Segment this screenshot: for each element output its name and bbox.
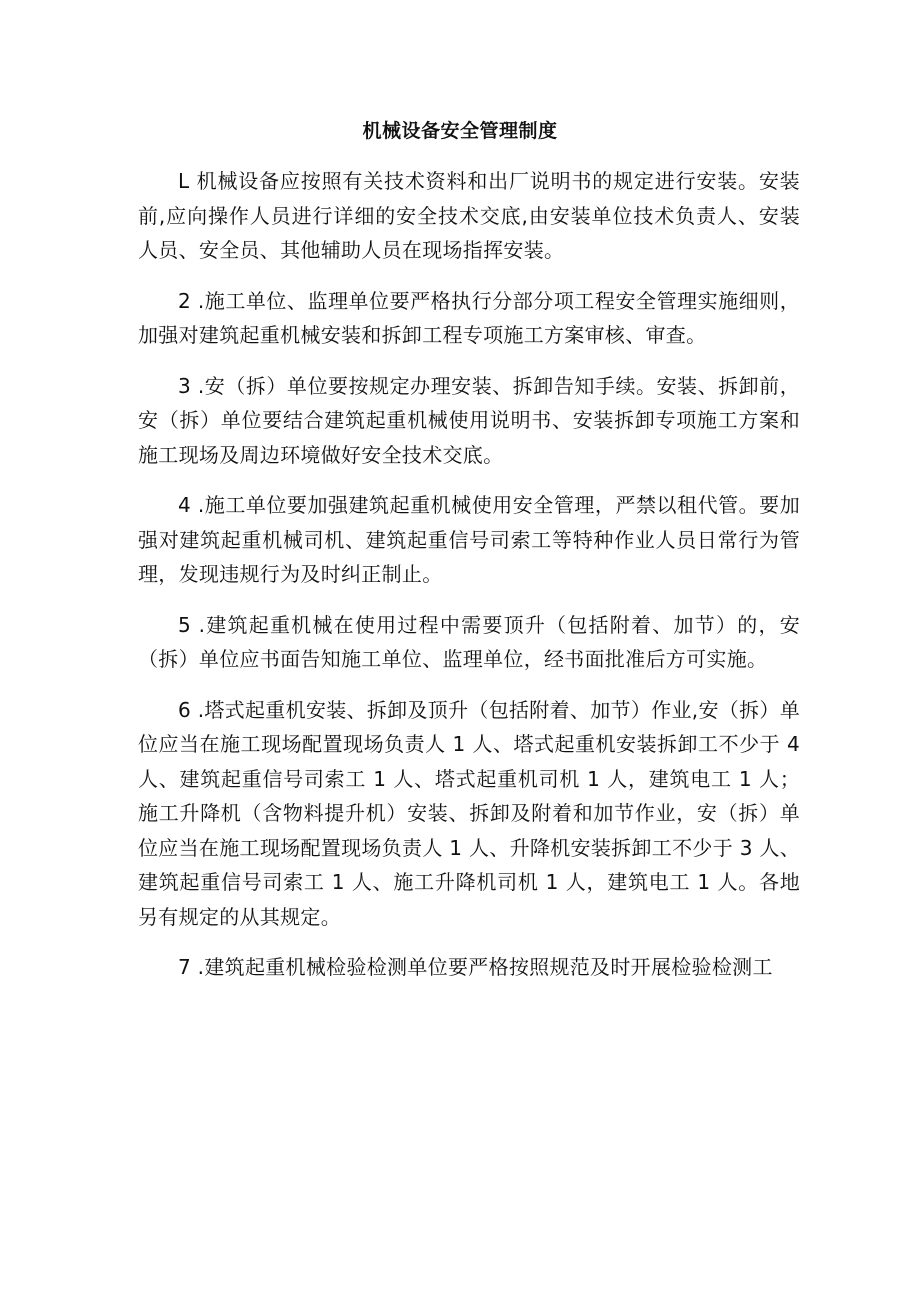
paragraph-1: L 机械设备应按照有关技术资料和出厂说明书的规定进行安装。安装前,应向操作人员进行详细的安全技术交底,由安装单位技术负责人、安装人员、安全员、其他辅助人员在现场指挥安装。 [138, 169, 800, 262]
paragraph-2: 2 .施工单位、监理单位要严格执行分部分项工程安全管理实施细则，加强对建筑起重机械安装和拆卸工程专项施工方案审核、审查。 [138, 288, 800, 347]
paragraph-3: 3 .安（拆）单位要按规定办理安装、拆卸告知手续。安装、拆卸前，安（拆）单位要结合建筑起重机械使用说明书、安装拆卸专项施工方案和施工现场及周边环境做好安全技术交底。 [138, 373, 800, 467]
paragraph-5: 5 .建筑起重机械在使用过程中需要顶升（包括附着、加节）的，安（拆）单位应书面告知施工单位、监理单位，经书面批准后方可实施。 [138, 612, 800, 671]
paragraph-7: 7 .建筑起重机械检验检测单位要严格按照规范及时开展检验检测工 [178, 955, 773, 979]
document-title: 机械设备安全管理制度 [362, 120, 558, 142]
paragraph-4: 4 .施工单位要加强建筑起重机械使用安全管理，严禁以租代管。要加强对建筑起重机械司机、建筑起重信号司索工等特种作业人员日常行为管理，发现违规行为及时纠正制止。 [138, 493, 800, 586]
paragraph-6: 6 .塔式起重机安装、拆卸及顶升（包括附着、加节）作业,安（拆）单位应当在施工现场配置现场负责人 1 人、塔式起重机安装拆卸工不少于 4 人、建筑起重信号司索工 1 人、塔式起重机司机 1 人，建筑电工 1 人；施工升降机（含物料提升机）安装、拆卸及附着和加节作业，安（拆）单位应当在施工现场配置现场负责人 1 人、升降机安装拆卸工不少于 3 人、建筑起重信号司索工 1 人、施工升降机司机 1 人，建筑电工 1 人。各地另有规定的从其规定。 [138, 697, 800, 929]
document-body [138, 164, 800, 1001]
